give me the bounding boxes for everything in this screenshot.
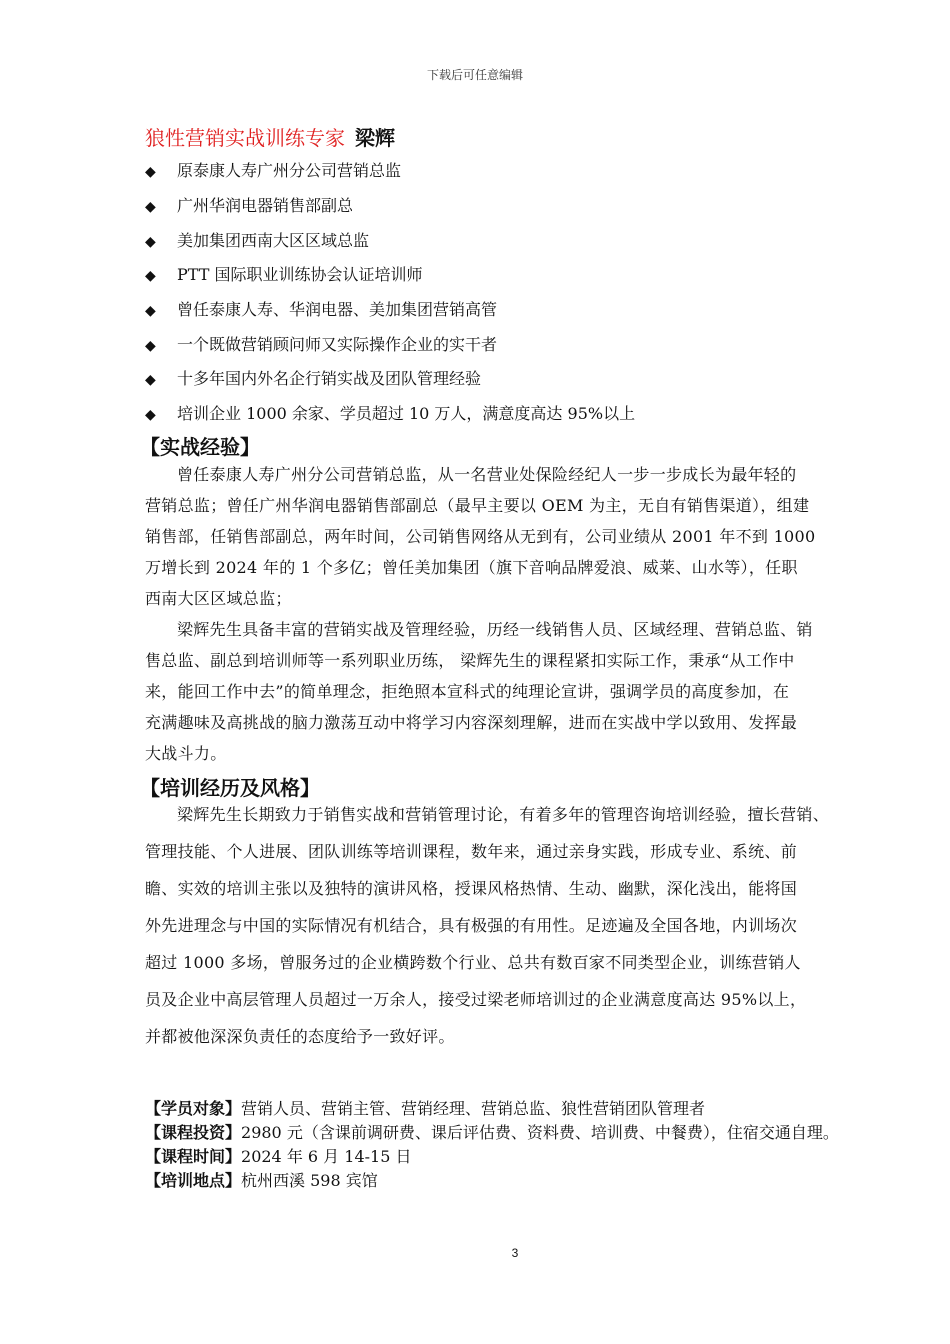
title-name: 梁辉 bbox=[355, 126, 395, 150]
training-paragraph: 梁辉先生长期致力于销售实战和营销管理讨论，有着多年的管理咨询培训经验，擅长营销、 管理技能、个人进展、团队训练等培训课程，数年来，通过亲身实践，形成专业、系统、前 瞻、实效的培训主张以及独特的演讲风格，授课风格热情、生动、幽默，深化浅出，能将国 外先进理念与中国的实际情况有机结合，具有极强的有用性。足迹遍及全国各地，内训场次 超过 1000 多场，曾服务过的企业横跨数个行业、总共有数百家不同类型企业，训练营销人 员及企业中高层管理人员超过一万余人，接受过梁老师培训过的企业满意度高达 95%以上， 并都被他深深负责任的态度给予一致好评。 bbox=[145, 805, 830, 1046]
page-title bbox=[145, 122, 395, 151]
bullet-item: ◆ 培训企业 1000 余家、学员超过 10 万人，满意度高达 95%以上 bbox=[145, 404, 636, 423]
info-time: 【课程时间】2024 年 6 月 14-15 日 bbox=[145, 1147, 412, 1166]
diamond-bullet-icon: ◆ bbox=[145, 303, 156, 319]
section-heading-training: 【培训经历及风格】 bbox=[140, 776, 320, 800]
info-place: 【培训地点】杭州西溪 598 宾馆 bbox=[145, 1171, 378, 1190]
info-fee: 【课程投资】2980 元（含课前调研费、课后评估费、资料费、培训费、中餐费），住宿交通自理。 bbox=[145, 1123, 839, 1142]
bullet-item: ◆ 曾任泰康人寿、华润电器、美加集团营销高管 bbox=[145, 300, 498, 319]
diamond-bullet-icon: ◆ bbox=[145, 199, 156, 215]
bullet-item: ◆ 原泰康人寿广州分公司营销总监 bbox=[145, 161, 402, 180]
experience-paragraph: 曾任泰康人寿广州分公司营销总监，从一名营业处保险经纪人一步一步成长为最年轻的 营销总监；曾任广州华润电器销售部副总（最早主要以 OEM 为主，无自有销售渠道），组建 销售部，任销售部副总，两年时间，公司销售网络从无到有，公司业绩从 2001 年不到 1000 万增长到 2024 年的 1 个多亿；曾任美加集团（旗下音响品牌爱浪、威莱、山水等），任职 西南大区区域总监； 梁辉先生具备丰富的营销实战及管理经验，历经一线销售人员、区域经理、营销总监、销 售总监、副总到培训师等一系列职业历练， 梁辉先生的课程紧扣实际工作，秉承“从工作中 来，能回工作中去”的简单理念，拒绝照本宣科式的纯理论宣讲，强调学员的高度参加，在 充满趣味及高挑战的脑力激荡互动中将学习内容深刻理解，进而在实战中学以致用、发挥最 大战斗力。 bbox=[145, 465, 816, 763]
diamond-bullet-icon: ◆ bbox=[145, 338, 156, 354]
bullet-item: ◆ 广州华润电器销售部副总 bbox=[145, 196, 354, 215]
bullet-item: ◆ 十多年国内外名企行销实战及团队管理经验 bbox=[145, 369, 482, 388]
title-main: 狼性营销实战训练专家 bbox=[145, 126, 345, 150]
diamond-bullet-icon: ◆ bbox=[145, 164, 156, 180]
diamond-bullet-icon: ◆ bbox=[145, 372, 156, 388]
bullet-item: ◆ 一个既做营销顾问师又实际操作企业的实干者 bbox=[145, 335, 498, 354]
bullet-item: ◆ PTT 国际职业训练协会认证培训师 bbox=[145, 265, 423, 284]
bullet-item: ◆ 美加集团西南大区区域总监 bbox=[145, 231, 370, 250]
section-heading-experience: 【实战经验】 bbox=[140, 435, 260, 459]
info-audience: 【学员对象】营销人员、营销主管、营销经理、营销总监、狼性营销团队管理者 bbox=[145, 1099, 706, 1118]
diamond-bullet-icon: ◆ bbox=[145, 407, 156, 423]
course-info bbox=[145, 1097, 845, 1193]
diamond-bullet-icon: ◆ bbox=[145, 268, 156, 284]
page-number: 3 bbox=[511, 1246, 519, 1260]
page-header: 下载后可任意编辑 bbox=[426, 68, 523, 82]
diamond-bullet-icon: ◆ bbox=[145, 234, 156, 250]
